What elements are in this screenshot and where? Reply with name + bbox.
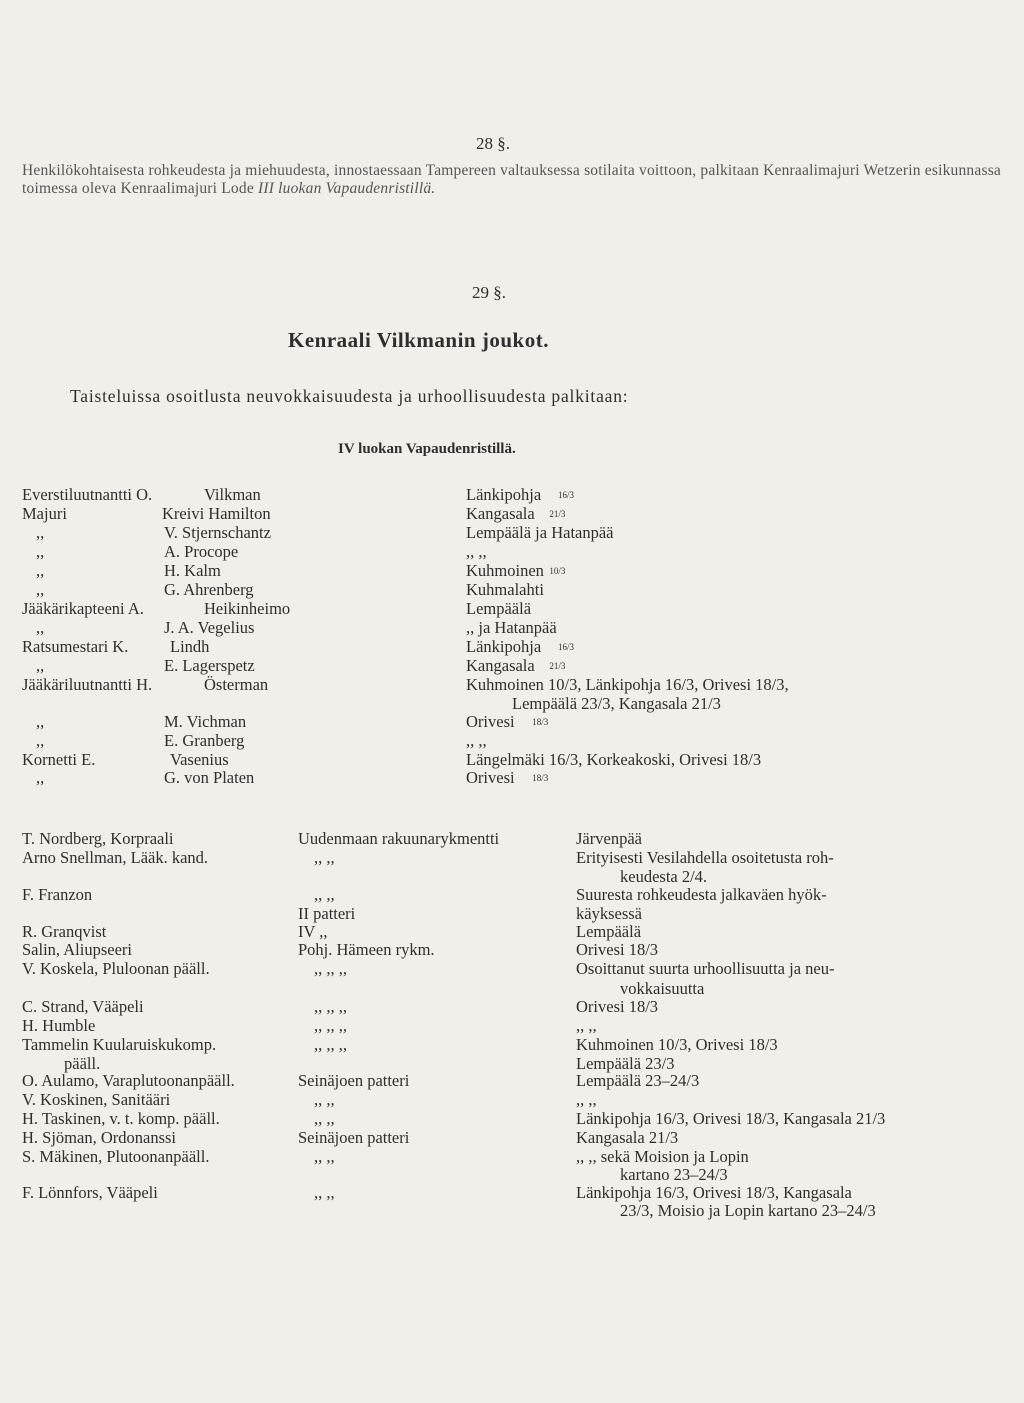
- entry-name: Salin, Aliupseeri: [22, 940, 132, 959]
- entry-place: ,, ,,: [576, 1090, 597, 1109]
- officer-rank: ,,: [36, 618, 45, 637]
- officer-place: Länkipohja: [466, 485, 542, 504]
- entry-place: Järvenpää: [576, 829, 642, 848]
- officer-name: A. Procope: [164, 542, 239, 561]
- officer-name: H. Kalm: [164, 561, 221, 580]
- entry-name: pääll.: [64, 1054, 101, 1073]
- entry-place: ,, ,,: [576, 1016, 597, 1035]
- officer-rank: ,,: [36, 656, 45, 675]
- entry-unit: ,, ,,: [314, 1090, 335, 1109]
- entry-unit: Uudenmaan rakuunarykmentti: [298, 829, 500, 848]
- entry-name: Tammelin Kuularuiskukomp.: [22, 1035, 217, 1054]
- section-28-heading: 28 §.: [476, 134, 510, 153]
- officer-name: Vilkman: [204, 485, 261, 504]
- entry-unit: Seinäjoen patteri: [298, 1071, 410, 1090]
- officer-place-date: 16/3: [558, 490, 575, 500]
- entry-unit: Seinäjoen patteri: [298, 1128, 410, 1147]
- entry-place: Osoittanut suurta urhoollisuutta ja neu-: [576, 959, 835, 978]
- officer-place: Lempäälä 23/3, Kangasala 21/3: [512, 694, 721, 713]
- entry-name: C. Strand, Vääpeli: [22, 997, 144, 1016]
- officer-place: Kangasala: [466, 656, 535, 675]
- officer-name: V. Stjernschantz: [164, 523, 271, 542]
- entry-unit: ,, ,,: [314, 1183, 335, 1202]
- entry-place: Länkipohja 16/3, Orivesi 18/3, Kangasala 21/3: [576, 1109, 886, 1128]
- officer-place: Kuhmalahti: [466, 580, 544, 599]
- entry-name: R. Granqvist: [22, 922, 107, 941]
- entry-place: Lempäälä 23/3: [576, 1054, 675, 1073]
- officer-rank: ,,: [36, 768, 45, 787]
- officer-place-date: 21/3: [549, 509, 566, 519]
- officer-place: Lempäälä: [466, 599, 532, 618]
- entry-unit: ,, ,,: [314, 848, 335, 867]
- section-29-title: Kenraali Vilkmanin joukot.: [288, 328, 549, 352]
- officer-rank: Everstiluutnantti O.: [22, 485, 153, 504]
- entry-place: käyksessä: [576, 904, 642, 923]
- officer-name: G. Ahrenberg: [164, 580, 254, 599]
- officer-name: Lindh: [170, 637, 210, 656]
- entry-unit: ,, ,,: [314, 1109, 335, 1128]
- officer-place-date-wrap: [532, 769, 548, 791]
- section-29-heading: 29 §.: [472, 283, 506, 302]
- officer-place: Länkipohja: [466, 637, 542, 656]
- officer-place-date-wrap: [532, 713, 548, 735]
- entry-name: H. Sjöman, Ordonanssi: [22, 1128, 176, 1147]
- entry-place: vokkaisuutta: [620, 979, 705, 998]
- officer-place-date: 16/3: [558, 642, 575, 652]
- entry-place: Kangasala 21/3: [576, 1128, 679, 1147]
- entry-place: Erityisesti Vesilahdella osoitetusta roh-: [576, 848, 834, 867]
- officer-name: M. Vichman: [164, 712, 247, 731]
- section-28-paragraph: [22, 162, 1007, 198]
- officer-place: Orivesi: [466, 712, 515, 731]
- entry-place: keudesta 2/4.: [620, 867, 708, 886]
- officer-place: Kangasala: [466, 504, 535, 523]
- entry-place: Suuresta rohkeudesta jalkaväen hyök-: [576, 885, 827, 904]
- officer-place-date: 10/3: [549, 566, 566, 576]
- entry-unit: ,, ,, ,,: [314, 959, 347, 978]
- officer-place-date: 18/3: [532, 773, 549, 783]
- entry-place: Lempäälä: [576, 922, 642, 941]
- entry-name: F. Franzon: [22, 885, 93, 904]
- entry-place: Orivesi 18/3: [576, 997, 659, 1016]
- entry-place: Kuhmoinen 10/3, Orivesi 18/3: [576, 1035, 778, 1054]
- officer-place-date: 18/3: [532, 717, 549, 727]
- officer-rank: Jääkäriluutnantti H.: [22, 675, 153, 694]
- section-29-intro: Taisteluissa osoitlusta neuvokkaisuudesta ja urhoollisuudesta palkitaan:: [70, 386, 629, 406]
- entry-name: T. Nordberg, Korpraali: [22, 829, 174, 848]
- officer-place-date-wrap: [549, 562, 565, 584]
- entry-name: H. Taskinen, v. t. komp. pääll.: [22, 1109, 220, 1128]
- entry-place: ,, ,, sekä Moision ja Lopin: [576, 1147, 749, 1166]
- officer-rank: Kornetti E.: [22, 750, 96, 769]
- section-28-text-italic: III luokan Vapaudenristillä.: [257, 180, 436, 197]
- entry-unit: ,, ,, ,,: [314, 997, 347, 1016]
- entry-name: Arno Snellman, Lääk. kand.: [22, 848, 209, 867]
- entry-unit: ,, ,,: [314, 1147, 335, 1166]
- officer-name: Kreivi Hamilton: [162, 504, 271, 523]
- entry-unit: ,, ,, ,,: [314, 1035, 347, 1054]
- officer-place: Kuhmoinen: [466, 561, 544, 580]
- officer-name: Heikinheimo: [204, 599, 291, 618]
- officer-place: ,, ja Hatanpää: [466, 618, 557, 637]
- officer-name: Österman: [204, 675, 269, 694]
- officer-rank: Ratsumestari K.: [22, 637, 129, 656]
- officer-name: E. Granberg: [164, 731, 245, 750]
- entry-place: 23/3, Moisio ja Lopin kartano 23–24/3: [620, 1201, 876, 1220]
- officer-place: ,, ,,: [466, 731, 487, 750]
- entry-place: Lempäälä 23–24/3: [576, 1071, 700, 1090]
- section-29-subtitle: IV luokan Vapaudenristillä.: [338, 441, 516, 457]
- entry-unit: IV ,,: [298, 922, 328, 941]
- entry-name: H. Humble: [22, 1016, 96, 1035]
- officer-rank: ,,: [36, 542, 45, 561]
- officer-place: ,, ,,: [466, 542, 487, 561]
- entry-place: kartano 23–24/3: [620, 1165, 728, 1184]
- officer-rank: Majuri: [22, 504, 67, 523]
- officer-rank: ,,: [36, 561, 45, 580]
- officer-place: Kuhmoinen 10/3, Länkipohja 16/3, Orivesi 18/3,: [466, 675, 789, 694]
- section-28-text: Henkilökohtaisesta rohkeudesta ja miehuudesta, innostaessaan Tampereen valtauksessa sotilaita voittoon, palkitaan Kenraalimajuri Wetzerin esikunnassa toimessa oleva Kenraalimajuri Lode: [22, 162, 1002, 197]
- officer-name: Vasenius: [170, 750, 229, 769]
- officer-place: Längelmäki 16/3, Korkeakoski, Orivesi 18/3: [466, 750, 762, 769]
- entry-name: V. Koskela, Pluloonan pääll.: [22, 959, 210, 978]
- officer-name: G. von Platen: [164, 768, 255, 787]
- officer-place: Lempäälä ja Hatanpää: [466, 523, 614, 542]
- entry-name: F. Lönnfors, Vääpeli: [22, 1183, 158, 1202]
- entry-place: Länkipohja 16/3, Orivesi 18/3, Kangasala: [576, 1183, 852, 1202]
- entry-unit: Pohj. Hämeen rykm.: [298, 940, 435, 959]
- entry-name: V. Koskinen, Sanitääri: [22, 1090, 171, 1109]
- entry-name: O. Aulamo, Varaplutoonanpääll.: [22, 1071, 235, 1090]
- officer-rank: ,,: [36, 580, 45, 599]
- officer-name: E. Lagerspetz: [164, 656, 255, 675]
- officer-rank: Jääkärikapteeni A.: [22, 599, 144, 618]
- entry-place: Orivesi 18/3: [576, 940, 659, 959]
- officer-place-date: 21/3: [549, 661, 566, 671]
- entry-name: S. Mäkinen, Plutoonanpääll.: [22, 1147, 210, 1166]
- officer-name: J. A. Vegelius: [164, 618, 255, 637]
- officer-place: Orivesi: [466, 768, 515, 787]
- officer-rank: ,,: [36, 523, 45, 542]
- officer-rank: ,,: [36, 712, 45, 731]
- entry-unit: ,, ,, ,,: [314, 1016, 347, 1035]
- officer-rank: ,,: [36, 731, 45, 750]
- entry-unit: ,, ,,: [314, 885, 335, 904]
- entry-unit: II patteri: [298, 904, 356, 923]
